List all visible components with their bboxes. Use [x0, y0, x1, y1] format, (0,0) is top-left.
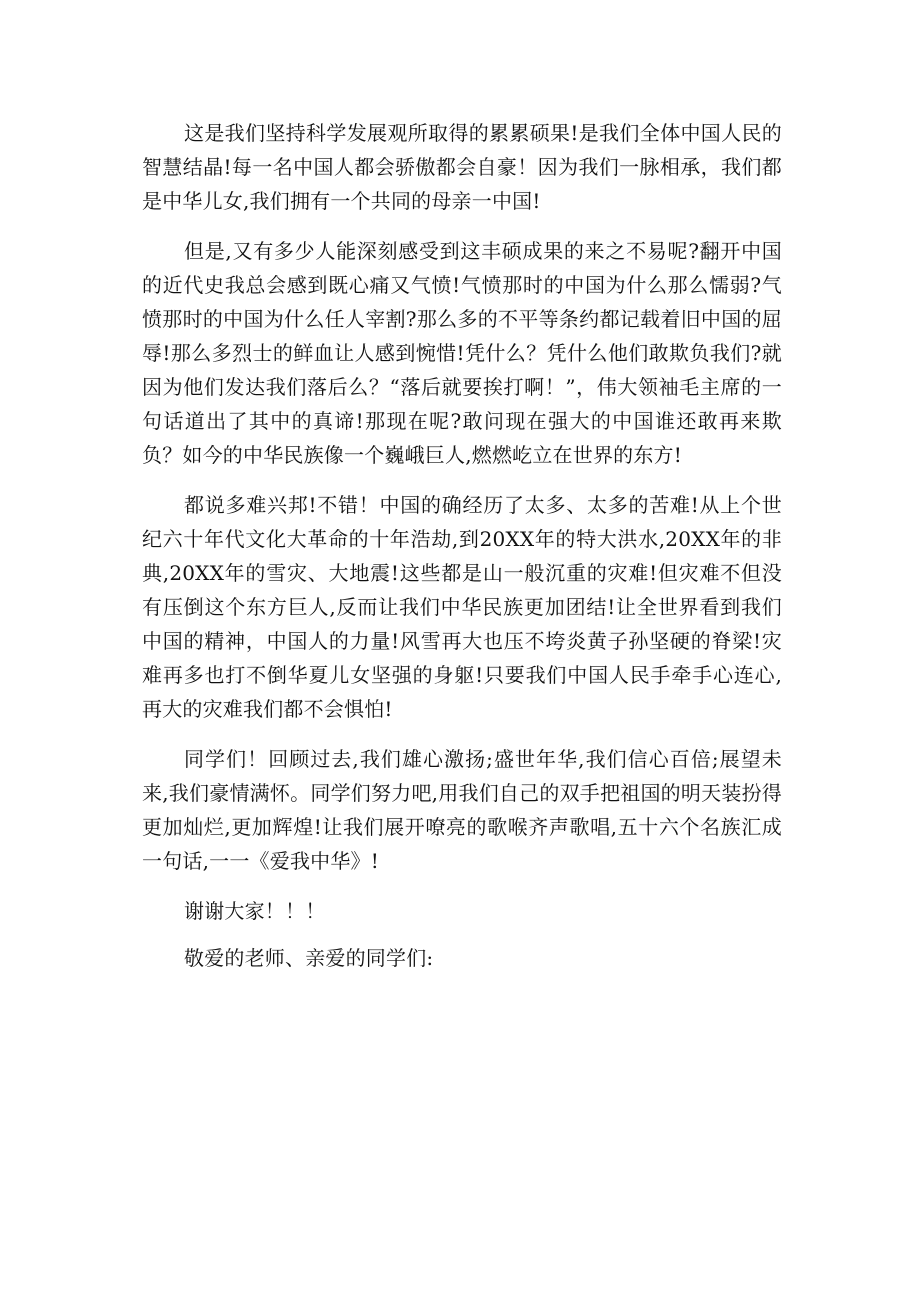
- paragraph-achievements: 这是我们坚持科学发展观所取得的累累硕果!是我们全体中国人民的智慧结晶!每一名中国人都会骄傲都会自豪！因为我们一脉相承，我们都是中华儿女,我们拥有一个共同的母亲一中国!: [142, 121, 782, 213]
- paragraph-call-to-action: 同学们！回顾过去,我们雄心激扬;盛世年华,我们信心百倍;展望未来,我们豪情满怀。同学们努力吧,用我们自己的双手把祖国的明天装扮得更加灿烂,更加辉煌!让我们展开嘹亮的歌喉齐声歌唱,五十六个名族汇成一句话,一一《爱我中华》!: [142, 747, 782, 873]
- paragraph-thanks: 谢谢大家！！！: [184, 899, 326, 923]
- paragraph-disasters: 都说多难兴邦!不错！中国的确经历了太多、太多的苦难!从上个世纪六十年代文化大革命的十年浩劫,到20XX年的特大洪水,20XX年的非典,20XX年的雪灾、大地震!这些都是山一般沉重的灾难!但灾难不但没有压倒这个东方巨人,反而让我们中华民族更加团结!让全世界看到我们中国的精神，中国人的力量!风雪再大也压不垮炎黄子孙坚硬的脊梁!灾难再多也打不倒华夏儿女坚强的身躯!只要我们中国人民手牵手心连心,再大的灾难我们都不会惧怕!: [142, 493, 782, 721]
- paragraph-salutation: 敬爱的老师、亲爱的同学们:: [184, 946, 434, 970]
- document-body: [142, 116, 782, 988]
- paragraph-modern-history: 但是,又有多少人能深刻感受到这丰硕成果的来之不易呢?翻开中国的近代史我总会感到既心痛又气愤!气愤那时的中国为什么那么懦弱?气愤那时的中国为什么任人宰割?那么多的不平等条约都记载着旧中国的屈辱!那么多烈士的鲜血让人感到惋惜!凭什么？凭什么他们敢欺负我们?就因为他们发达我们落后么？“落后就要挨打啊！”，伟大领袖毛主席的一句话道出了其中的真谛!那现在呢?敢问现在强大的中国谁还敢再来欺负？如今的中华民族像一个巍峨巨人,燃燃屹立在世界的东方!: [142, 239, 782, 467]
